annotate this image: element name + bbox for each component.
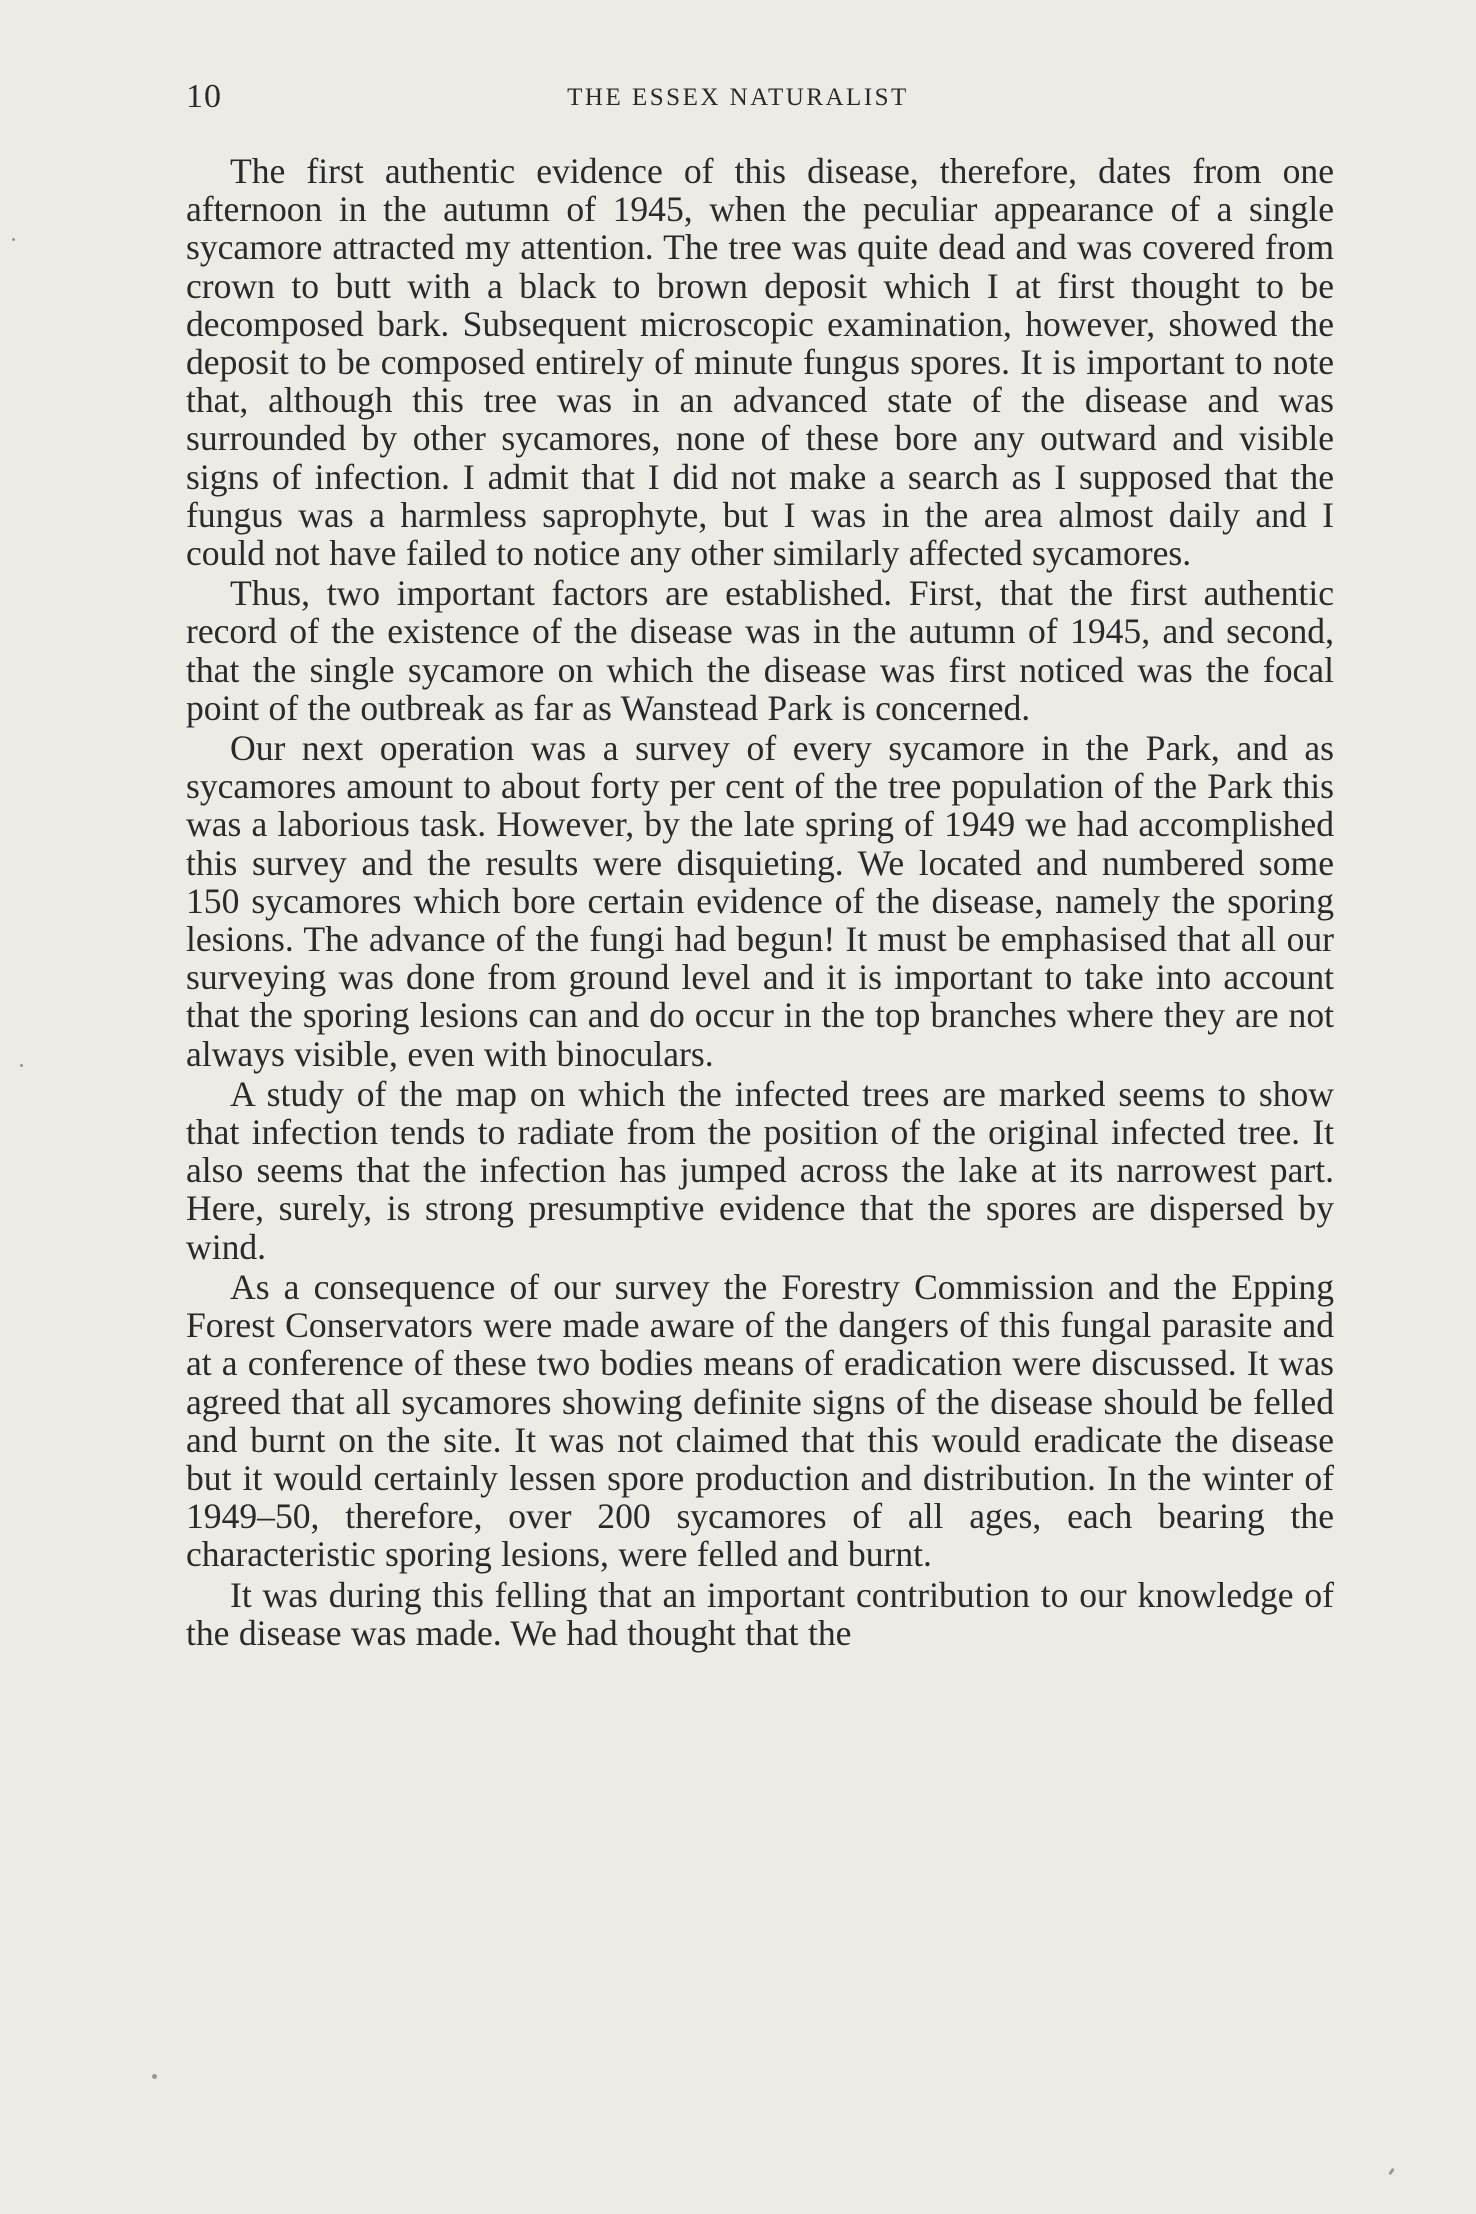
paragraph-map-study: A study of the map on which the infected trees are marked seems to show that infection tends to radiate from the position of the original infected tree. It also seems that the infection has jumped across the lake at its narrowest part. Here, surely, is strong presumptive evidence that the spores are dispersed by wind. [186,1073,1334,1267]
paper-speck [1388,2168,1394,2175]
paper-speck [20,1064,23,1067]
paragraph-two-factors: Thus, two important factors are established. First, that the first authentic record of the existence of the disease was in the autumn of 1945, and second, that the single sycamore on which the disease was first noticed was the focal point of the outbreak as far as Wanstead Park is concerned. [186,573,1334,728]
journal-title: THE ESSEX NATURALIST [567,84,909,111]
page-number: 10 [186,78,222,115]
paper-speck [12,238,15,241]
running-head [186,78,1290,122]
paragraph-eradication: As a consequence of our survey the Forestry Commission and the Epping Forest Conservators were made aware of the dangers of this fungal parasite and at a conference of these two bodies means of eradication were discussed. It was agreed that all sycamores showing definite signs of the disease should be felled and burnt on the site. It was not claimed that this would eradicate the disease but it would certainly lessen spore production and distribution. In the winter of 1949–50, therefore, over 200 sycamores of all ages, each bearing the characteristic sporing lesions, were felled and burnt. [186,1266,1334,1575]
paragraph-felling: It was during this felling that an important contribution to our knowledge of the disease was made. We had thought that the [186,1574,1334,1653]
body-text [186,152,1334,1652]
paragraph-survey: Our next operation was a survey of every sycamore in the Park, and as sycamores amount to about forty per cent of the tree population of the Park this was a laborious task. However, by the late spring of 1949 we had accomplished this survey and the results were disquieting. We located and numbered some 150 sycamores which bore certain evidence of the disease, namely the sporing lesions. The advance of the fungi had begun! It must be emphasised that all our surveying was done from ground level and it is important to take into account that the sporing lesions can and do occur in the top branches where they are not always visible, even with binoculars. [186,728,1334,1074]
paragraph-first-evidence: The first authentic evidence of this disease, therefore, dates from one afternoon in the autumn of 1945, when the peculiar appearance of a single sycamore attracted my attention. The tree was quite dead and was covered from crown to butt with a black to brown deposit which I at first thought to be decomposed bark. Subsequent microscopic examination, however, showed the deposit to be composed entirely of minute fungus spores. It is important to note that, although this tree was in an advanced state of the disease and was surrounded by other sycamores, none of these bore any outward and visible signs of infection. I admit that I did not make a search as I supposed that the fungus was a harmless saprophyte, but I was in the area almost daily and I could not have failed to notice any other similarly affected sycamores. [186,151,1334,574]
paper-speck [152,2074,157,2079]
